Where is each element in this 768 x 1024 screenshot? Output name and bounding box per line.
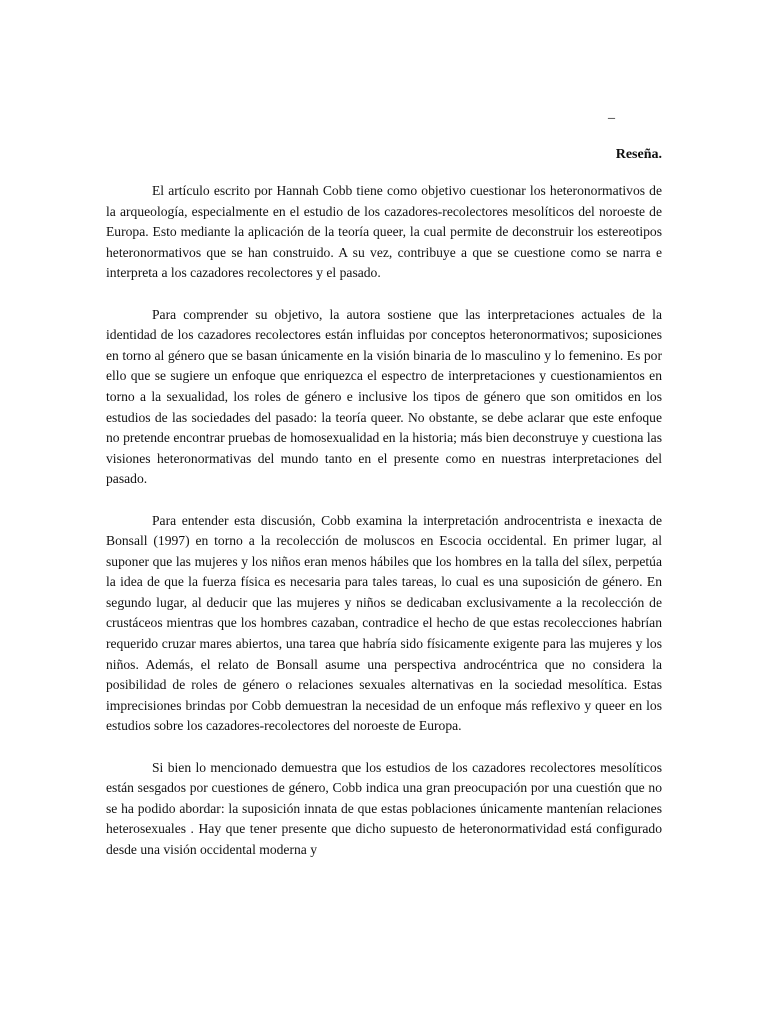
paragraph-3: Para entender esta discusión, Cobb examina la interpretación androcentrista e inexacta de Bonsall (1997) en torno a la recolección de moluscos en Escocia occidental. En primer lugar, al suponer que las mujeres y los niños eran menos hábiles que los hombres en la talla del sílex, perpetúa la idea de que la fuerza física es necesaria para tales tareas, lo cual es una suposición de género. En segundo lugar, al deducir que las mujeres y niños se dedicaban exclusivamente a la recolección de crustáceos mientras que los hombres cazaban, contradice el hecho de que estas recolecciones habrían requerido cruzar mares abiertos, una tarea que habría sido físicamente exigente para las mujeres y los niños. Además, el relato de Bonsall asume una perspectiva androcéntrica que no considera la posibilidad de roles de género o relaciones sexuales alternativas en la sociedad mesolítica. Estas imprecisiones brindas por Cobb demuestran la necesidad de un enfoque más reflexivo y queer en los estudios sobre los cazadores-recolectores del noroeste de Europa.	[106, 512, 662, 734]
header-dash: _	[608, 106, 615, 121]
paragraph-2: Para comprender su objetivo, la autora sostiene que las interpretaciones actuales de la identidad de los cazadores recolectores están influidas por conceptos heteronormativos; suposiciones en torno al género que se basan únicamente en la visión binaria de lo masculino y lo femenino. Es por ello que se sugiere un enfoque que enriquezca el espectro de interpretaciones y cuestionamientos en torno a la sexualidad, los roles de género e inclusive los tipos de género que son omitidos en los estudios de las sociedades del pasado: la teoría queer. No obstante, se debe aclarar que este enfoque no pretende encontrar pruebas de homosexualidad en la historia; más bien deconstruye y cuestiona las visiones heteronormativas del mundo tanto en el presente como en nuestras interpretaciones del pasado.	[106, 306, 662, 487]
document-heading: Reseña.	[615, 147, 662, 162]
document-body	[106, 181, 662, 861]
paragraph-1: El artículo escrito por Hannah Cobb tiene como objetivo cuestionar los heteronormativos de la arqueología, especialmente en el estudio de los cazadores-recolectores mesolíticos del noroeste de Europa. Esto mediante la aplicación de la teoría queer, la cual permite de deconstruir los estereotipos heteronormativos que se han construido. A su vez, contribuye a que se cuestione como se narra e interpreta a los cazadores recolectores y el pasado.	[106, 183, 662, 281]
paragraph-4: Si bien lo mencionado demuestra que los estudios de los cazadores recolectores mesolíticos están sesgados por cuestiones de género, Cobb indica una gran preocupación por una cuestión que no se ha podido abordar: la suposición innata de que estas poblaciones únicamente mantenían relaciones heterosexuales . Hay que tener presente que dicho supuesto de heteronormatividad está configurado desde una visión occidental moderna y	[106, 759, 662, 857]
